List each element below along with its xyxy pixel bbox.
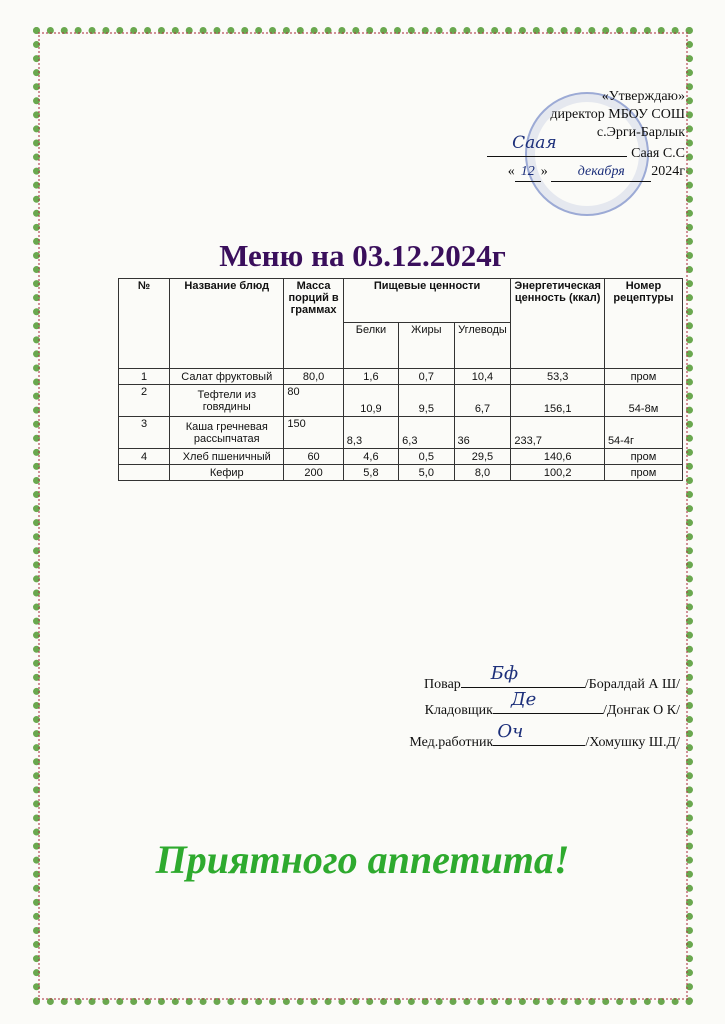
cell-energy: 156,1	[511, 385, 605, 417]
cell-energy: 100,2	[511, 465, 605, 481]
signature-mark: Бф	[490, 663, 519, 684]
cell-num: 4	[119, 449, 170, 465]
table-row	[119, 417, 683, 449]
header-mass: Масса порций в граммах	[284, 279, 343, 369]
header-recipe: Номер рецептуры	[604, 279, 682, 369]
approval-location: с.Эрги-Барлык	[596, 125, 685, 140]
approval-heading: «Утверждаю»	[601, 89, 685, 104]
cell-mass: 150	[284, 417, 343, 449]
cell-energy: 233,7	[511, 417, 605, 449]
header-num: №	[119, 279, 170, 369]
date-quote-open: «	[507, 164, 515, 179]
cell-recipe: 54-4г	[604, 417, 682, 449]
table-row	[119, 465, 683, 481]
cell-name: Тефтели из говядины	[170, 385, 284, 417]
signature-row-medic	[340, 721, 680, 756]
cell-recipe: 54-8м	[604, 385, 682, 417]
signature-mark: Оч	[497, 721, 524, 742]
approval-date	[425, 163, 685, 182]
approval-position: директор МБОУ СОШ	[550, 107, 685, 122]
cell-num: 3	[119, 417, 170, 449]
table-row	[119, 385, 683, 417]
signature-name: /Хомушку Ш.Д/	[585, 735, 680, 750]
signature-role: Мед.работник	[409, 735, 494, 750]
closing-wish: Приятного аппетита!	[155, 837, 570, 882]
table-row	[119, 449, 683, 465]
cell-num	[119, 465, 170, 481]
date-day: 12	[520, 164, 535, 179]
date-day-blank	[515, 163, 541, 182]
signature-role: Кладовщик	[424, 703, 493, 718]
cell-recipe: пром	[604, 449, 682, 465]
cell-fats: 9,5	[399, 385, 454, 417]
page-title: Меню на 03.12.2024г	[219, 238, 506, 273]
cell-fats: 5,0	[399, 465, 454, 481]
cell-name: Салат фруктовый	[170, 369, 284, 385]
cell-fats: 0,7	[399, 369, 454, 385]
cell-mass: 80	[284, 385, 343, 417]
director-name: Саая С.С	[631, 146, 685, 161]
cell-mass: 80,0	[284, 369, 343, 385]
header-fats: Жиры	[399, 323, 454, 369]
date-month: декабря	[577, 164, 625, 179]
signature-line	[461, 663, 585, 688]
cell-recipe: пром	[604, 369, 682, 385]
header-proteins: Белки	[343, 323, 398, 369]
cell-carbs: 8,0	[454, 465, 511, 481]
cell-proteins: 1,6	[343, 369, 398, 385]
signature-name: /Боралдай А Ш/	[584, 677, 680, 692]
cell-name: Каша гречневая рассыпчатая	[170, 417, 284, 449]
cell-energy: 140,6	[511, 449, 605, 465]
cell-num: 2	[119, 385, 170, 417]
cell-proteins: 8,3	[343, 417, 398, 449]
cell-carbs: 29,5	[454, 449, 511, 465]
approval-block	[425, 88, 685, 182]
menu-table	[118, 278, 683, 481]
cell-proteins: 5,8	[343, 465, 398, 481]
cell-mass: 200	[284, 465, 343, 481]
cell-fats: 6,3	[399, 417, 454, 449]
cell-carbs: 6,7	[454, 385, 511, 417]
approval-director-line	[425, 133, 685, 163]
director-signature: Саая	[512, 133, 557, 153]
header-name: Название блюд	[170, 279, 284, 369]
header-energy: Энергетическая ценность (ккал)	[511, 279, 605, 369]
signatures-block	[340, 663, 680, 756]
header-nutrients: Пищевые ценности	[343, 279, 511, 323]
cell-proteins: 10,9	[343, 385, 398, 417]
cell-recipe: пром	[604, 465, 682, 481]
cell-name: Хлеб пшеничный	[170, 449, 284, 465]
date-month-blank	[551, 163, 651, 182]
table-row	[119, 369, 683, 385]
cell-name: Кефир	[170, 465, 284, 481]
signature-line	[493, 689, 603, 714]
signature-mark: Де	[510, 689, 537, 710]
cell-carbs: 10,4	[454, 369, 511, 385]
cell-mass: 60	[284, 449, 343, 465]
cell-fats: 0,5	[399, 449, 454, 465]
cell-carbs: 36	[454, 417, 511, 449]
director-signature-line	[487, 133, 627, 157]
cell-energy: 53,3	[511, 369, 605, 385]
cell-proteins: 4,6	[343, 449, 398, 465]
date-year: 2024г	[651, 164, 685, 179]
cell-num: 1	[119, 369, 170, 385]
signature-role: Повар	[424, 677, 461, 692]
signature-line	[493, 721, 585, 746]
signature-name: /Донгак О К/	[602, 703, 680, 718]
header-carbs: Углеводы	[454, 323, 511, 369]
date-quote-close: »	[540, 164, 548, 179]
